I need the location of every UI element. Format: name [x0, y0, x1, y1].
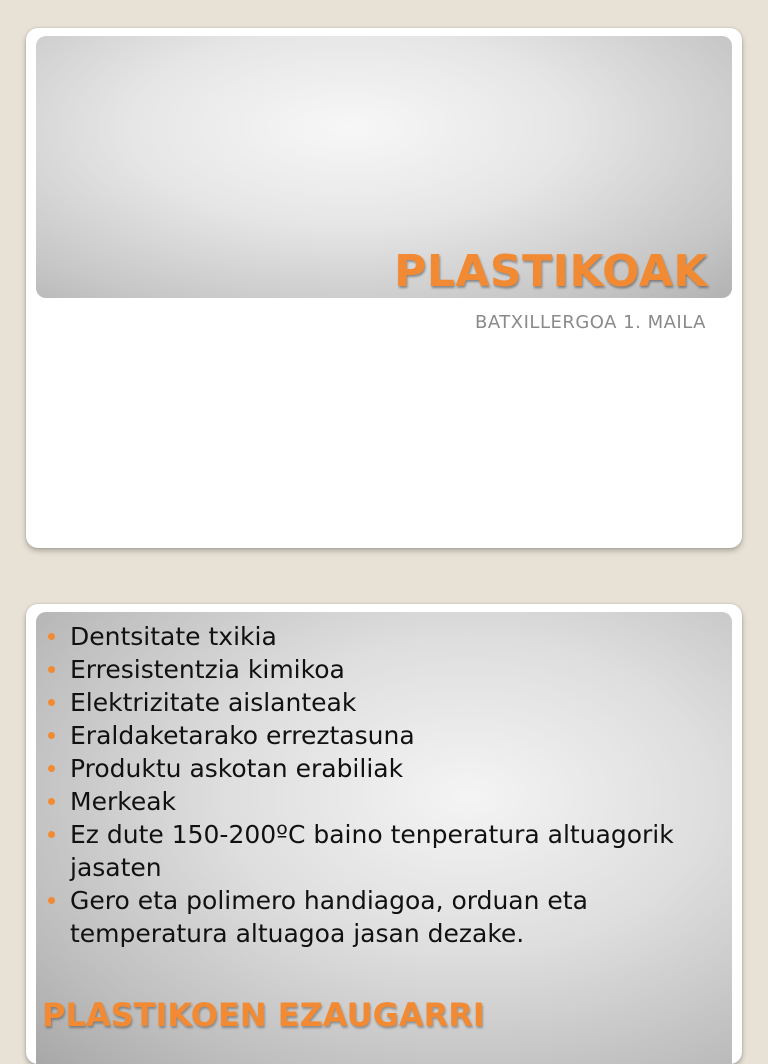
bullet-dot-icon — [48, 897, 55, 904]
slide-subtitle: BATXILLERGOA 1. MAILA — [475, 312, 706, 333]
content-slide — [26, 604, 742, 1064]
slide-title: PLASTIKOAK — [394, 246, 708, 297]
bullet-dot-icon — [48, 732, 55, 739]
slide-section-title: PLASTIKOEN EZAUGARRI — [42, 996, 485, 1034]
bullet-item — [44, 686, 704, 719]
bullet-dot-icon — [48, 666, 55, 673]
title-slide — [26, 28, 742, 548]
bullet-dot-icon — [48, 699, 55, 706]
bullet-dot-icon — [48, 798, 55, 805]
bullet-text: Eraldaketarako erreztasuna — [70, 721, 415, 750]
bullet-dot-icon — [48, 831, 55, 838]
bullet-dot-icon — [48, 765, 55, 772]
bullet-item — [44, 653, 704, 686]
bullet-item — [44, 818, 704, 884]
bullet-text: Ez dute 150-200ºC baino tenperatura altuagorik jasaten — [70, 820, 674, 882]
bullet-text: Produktu askotan erabiliak — [70, 754, 404, 783]
bullet-text: Merkeak — [70, 787, 176, 816]
bullet-item — [44, 719, 704, 752]
bullet-dot-icon — [48, 633, 55, 640]
bullet-list — [44, 620, 704, 950]
bullet-item — [44, 752, 704, 785]
bullet-text: Gero eta polimero handiagoa, orduan eta temperatura altuagoa jasan dezake. — [70, 886, 588, 948]
bullet-item — [44, 884, 704, 950]
bullet-text: Elektrizitate aislanteak — [70, 688, 357, 717]
bullet-text: Dentsitate txikia — [70, 622, 277, 651]
bullet-text: Erresistentzia kimikoa — [70, 655, 345, 684]
bullet-item — [44, 785, 704, 818]
bullet-item — [44, 620, 704, 653]
